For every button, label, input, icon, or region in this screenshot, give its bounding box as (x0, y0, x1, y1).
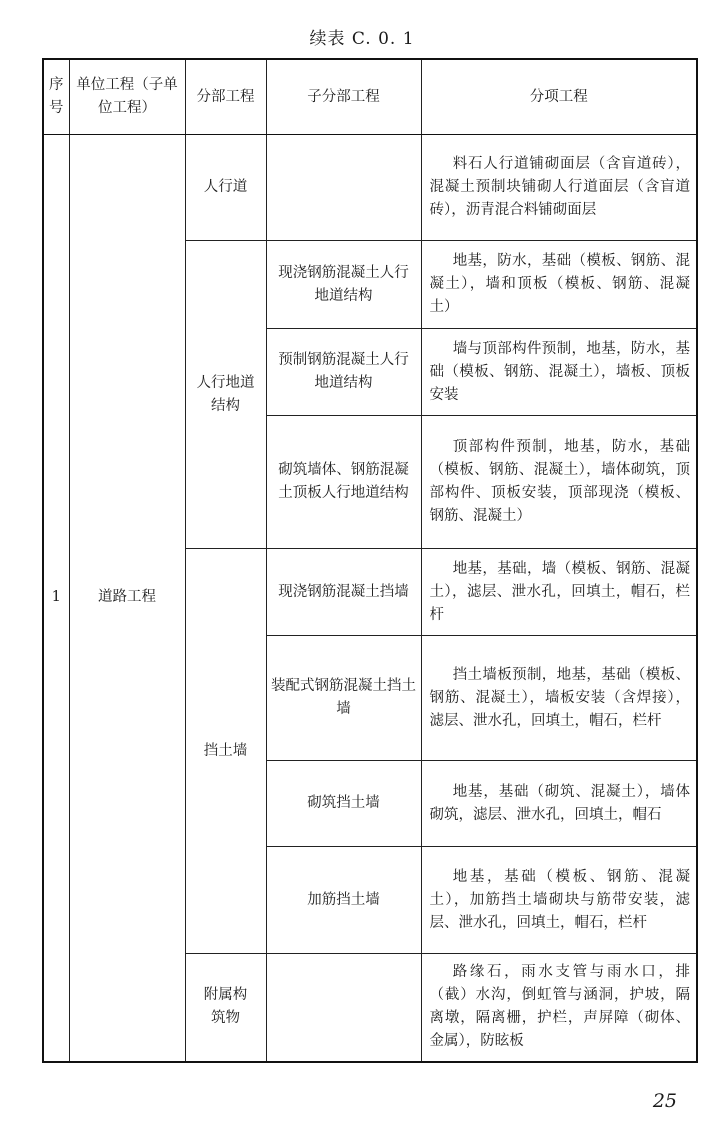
group-unit: 道路工程 (69, 135, 185, 1062)
header-division: 分部工程 (185, 59, 266, 135)
project-division-table (42, 58, 698, 1063)
subdivision-cell: 现浇钢筋混凝土人行地道结构 (266, 241, 421, 329)
division-ancillary: 附属构筑物 (185, 954, 266, 1062)
item-cell: 地基，基础（模板、钢筋、混凝土），加筋挡土墙砌块与筋带安装，滤层、泄水孔，回填土，帽石，栏杆 (421, 847, 697, 954)
group-index: 1 (43, 135, 69, 1062)
division-retaining: 挡土墙 (185, 549, 266, 954)
item-cell: 挡土墙板预制，地基，基础（模板、钢筋、混凝土），墙板安装（含焊接），滤层、泄水孔，回填土，帽石，栏杆 (421, 636, 697, 761)
item-cell: 地基，基础，墙（模板、钢筋、混凝土），滤层、泄水孔，回填土，帽石，栏杆 (421, 549, 697, 636)
subdivision-cell: 预制钢筋混凝土人行地道结构 (266, 329, 421, 416)
table-header-row (43, 59, 697, 135)
header-unit: 单位工程（子单位工程） (69, 59, 185, 135)
header-index: 序号 (43, 59, 69, 135)
table-caption: 续表 C. 0. 1 (309, 29, 415, 49)
subdivision-cell: 砌筑挡土墙 (266, 761, 421, 847)
item-cell: 路缘石，雨水支管与雨水口，排（截）水沟，倒虹管与涵洞，护坡，隔离墩，隔离栅，护栏，声屏障（砌体、金属），防眩板 (421, 954, 697, 1062)
item-cell: 顶部构件预制，地基，防水，基础（模板、钢筋、混凝土），墙体砌筑，顶部构件、顶板安装，顶部现浇（模板、钢筋、混凝土） (421, 416, 697, 549)
header-subdivision: 子分部工程 (266, 59, 421, 135)
header-item: 分项工程 (421, 59, 697, 135)
item-cell: 地基，防水，基础（模板、钢筋、混凝土），墙和顶板（模板、钢筋、混凝土） (421, 241, 697, 329)
subdivision-cell: 加筋挡土墙 (266, 847, 421, 954)
division-underpass: 人行地道结构 (185, 241, 266, 549)
table-row (43, 135, 697, 241)
division-sidewalk: 人行道 (185, 135, 266, 241)
subdivision-cell (266, 954, 421, 1062)
item-cell: 料石人行道铺砌面层（含盲道砖），混凝土预制块铺砌人行道面层（含盲道砖），沥青混合料铺砌面层 (421, 135, 697, 241)
subdivision-cell: 现浇钢筋混凝土挡墙 (266, 549, 421, 636)
page-number: 25 (652, 1090, 677, 1112)
subdivision-cell: 装配式钢筋混凝土挡土墙 (266, 636, 421, 761)
subdivision-cell: 砌筑墙体、钢筋混凝土顶板人行地道结构 (266, 416, 421, 549)
item-cell: 地基，基础（砌筑、混凝土），墙体砌筑，滤层、泄水孔，回填土，帽石 (421, 761, 697, 847)
item-cell: 墙与顶部构件预制，地基，防水，基础（模板、钢筋、混凝土），墙板、顶板安装 (421, 329, 697, 416)
subdivision-cell (266, 135, 421, 241)
